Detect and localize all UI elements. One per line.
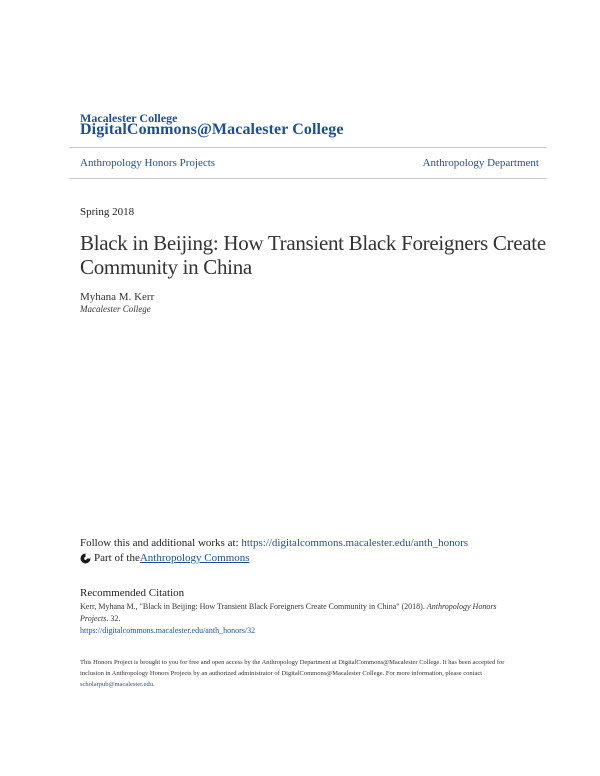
publication-date: Spring 2018 <box>80 206 135 218</box>
citation-block <box>80 601 510 637</box>
citation-number: . 32. <box>106 614 121 623</box>
department-link[interactable]: Anthropology Department <box>422 157 539 169</box>
notice-text: This Honors Project is brought to you for free and open access by the Anthropology Department at DigitalCommons@Macalester College. It has been accepted for inclusion in Anthropology Honors Projects by an authorized administrator of DigitalCommons@Macalester College. For more information, please contact <box>80 659 505 677</box>
author-affiliation: Macalester College <box>80 304 151 314</box>
citation-text: Kerr, Myhana M., "Black in Beijing: How Transient Black Foreigners Create Community in China" (2018). <box>80 602 427 611</box>
part-of-line <box>80 552 250 564</box>
follow-url-link[interactable]: https://digitalcommons.macalester.edu/anth_honors <box>241 537 469 549</box>
notice-end: . <box>152 681 155 688</box>
series-link[interactable]: Anthropology Honors Projects <box>80 157 216 169</box>
document-title: Black in Beijing: How Transient Black Foreigners Create Community in China <box>80 231 546 279</box>
access-notice <box>80 657 510 690</box>
institution-name[interactable]: Macalester College <box>80 111 178 125</box>
repository-name[interactable]: DigitalCommons@Macalester College <box>80 121 344 138</box>
network-commons-icon <box>80 553 91 564</box>
follow-line <box>80 537 468 549</box>
follow-label: Follow this and additional works at: <box>80 537 242 549</box>
recommended-citation-heading: Recommended Citation <box>80 587 185 599</box>
anthropology-commons-link[interactable]: Anthropology Commons <box>139 552 250 564</box>
author-name: Myhana M. Kerr <box>80 291 155 303</box>
part-of-label: Part of the <box>94 552 140 564</box>
top-divider <box>69 147 547 148</box>
citation-url-link[interactable]: https://digitalcommons.macalester.edu/anth_honors/32 <box>80 626 256 635</box>
contact-email-link[interactable]: scholarpub@macalester.edu <box>80 681 153 688</box>
citation-series: Anthropology Honors Projects <box>80 602 497 623</box>
nav-divider <box>69 178 547 179</box>
